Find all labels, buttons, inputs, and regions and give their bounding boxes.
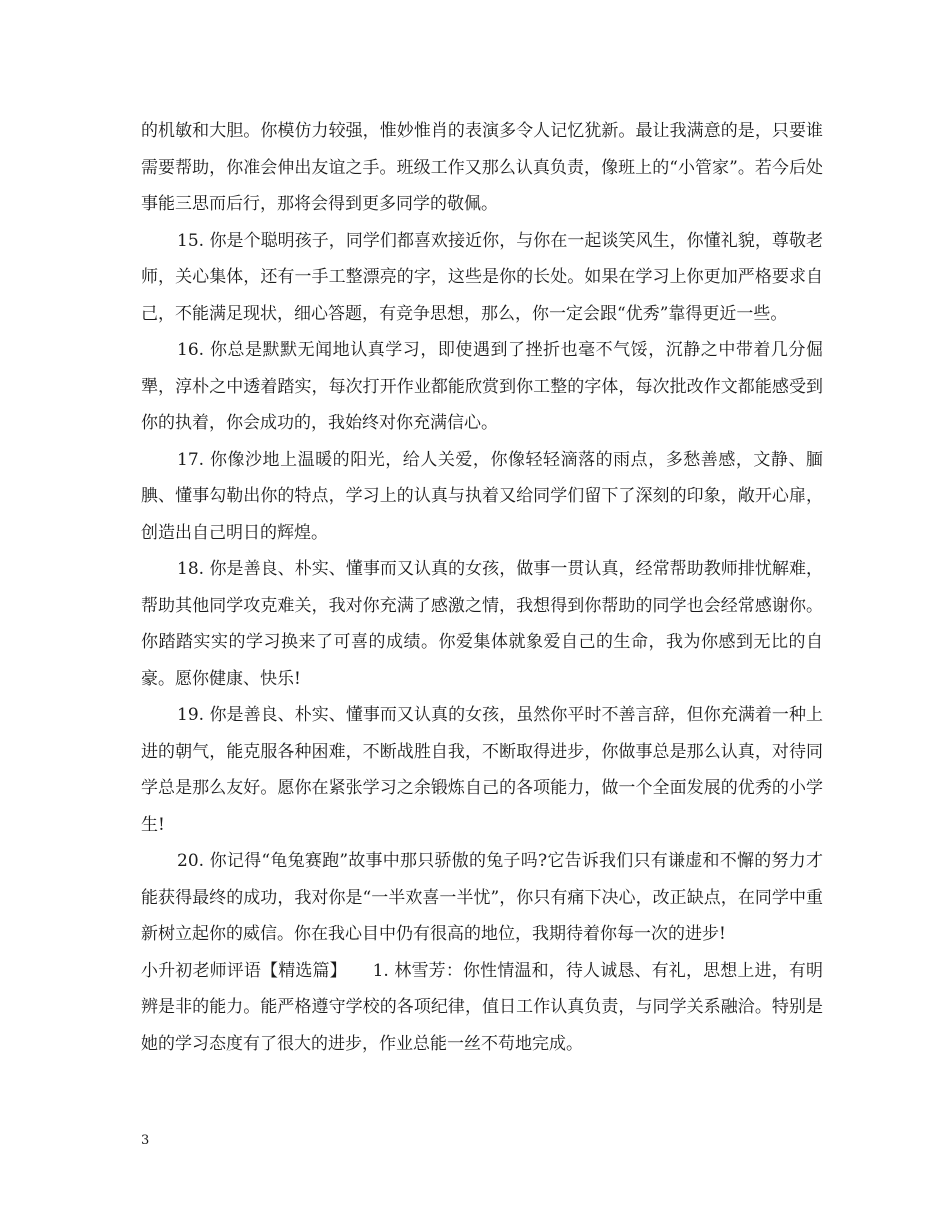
paragraph-section-selected: 小升初老师评语【精选篇】 1. 林雪芳：你性情温和，待人诚恳、有礼，思想上进，有明辨是非的能力。能严格遵守学校的各项纪律，值日工作认真负责，与同学关系融洽。特别是她的学习态度有了很大的进步，作业总能一丝不苟地完成。 xyxy=(141,960,823,1054)
page-number: 3 xyxy=(141,1133,150,1148)
paragraph-comment-15: 15. 你是个聪明孩子，同学们都喜欢接近你，与你在一起谈笑风生，你懂礼貌，尊敬老师，关心集体，还有一手工整漂亮的字，这些是你的长处。如果在学习上你更加严格要求自己，不能满足现状，细心答题，有竞争思想，那么，你一定会跟“优秀”靠得更近一些。 xyxy=(141,230,823,324)
paragraph-continuation: 的机敏和大胆。你模仿力较强，惟妙惟肖的表演多令人记忆犹新。最让我满意的是，只要谁需要帮助，你准会伸出友谊之手。班级工作又那么认真负责，像班上的“小管家”。若今后处事能三思而后行，那将会得到更多同学的敬佩。 xyxy=(141,121,823,214)
paragraph-comment-19: 19. 你是善良、朴实、懂事而又认真的女孩，虽然你平时不善言辞，但你充满着一种上进的朝气，能克服各种困难，不断战胜自我，不断取得进步，你做事总是那么认真，对待同学总是那么友好。愿你在紧张学习之余锻炼自己的各项能力，做一个全面发展的优秀的小学生! xyxy=(141,705,823,835)
paragraph-comment-20: 20. 你记得“龟兔赛跑”故事中那只骄傲的兔子吗?它告诉我们只有谦虚和不懈的努力才能获得最终的成功，我对你是“一半欢喜一半忧”，你只有痛下决心，改正缺点，在同学中重新树立起你的威信。你在我心目中仍有很高的地位，我期待着你每一次的进步! xyxy=(141,851,823,944)
paragraph-comment-18: 18. 你是善良、朴实、懂事而又认真的女孩，做事一贯认真，经常帮助教师排忧解难，帮助其他同学攻克难关，我对你充满了感激之情，我想得到你帮助的同学也会经常感谢你。你踏踏实实的学习换来了可喜的成绩。你爱集体就象爱自己的生命，我为你感到无比的自豪。愿你健康、快乐! xyxy=(141,559,823,689)
paragraph-comment-16: 16. 你总是默默无闻地认真学习，即使遇到了挫折也毫不气馁，沉静之中带着几分倔犟，淳朴之中透着踏实，每次打开作业都能欣赏到你工整的字体，每次批改作文都能感受到你的执着，你会成功的，我始终对你充满信心。 xyxy=(141,340,823,433)
paragraph-comment-17: 17. 你像沙地上温暖的阳光，给人关爱，你像轻轻滴落的雨点，多愁善感，文静、腼腆、懂事勾勒出你的特点，学习上的认真与执着又给同学们留下了深刻的印象，敞开心扉，创造出自己明日的辉煌。 xyxy=(141,449,823,543)
document-body xyxy=(141,113,823,1062)
